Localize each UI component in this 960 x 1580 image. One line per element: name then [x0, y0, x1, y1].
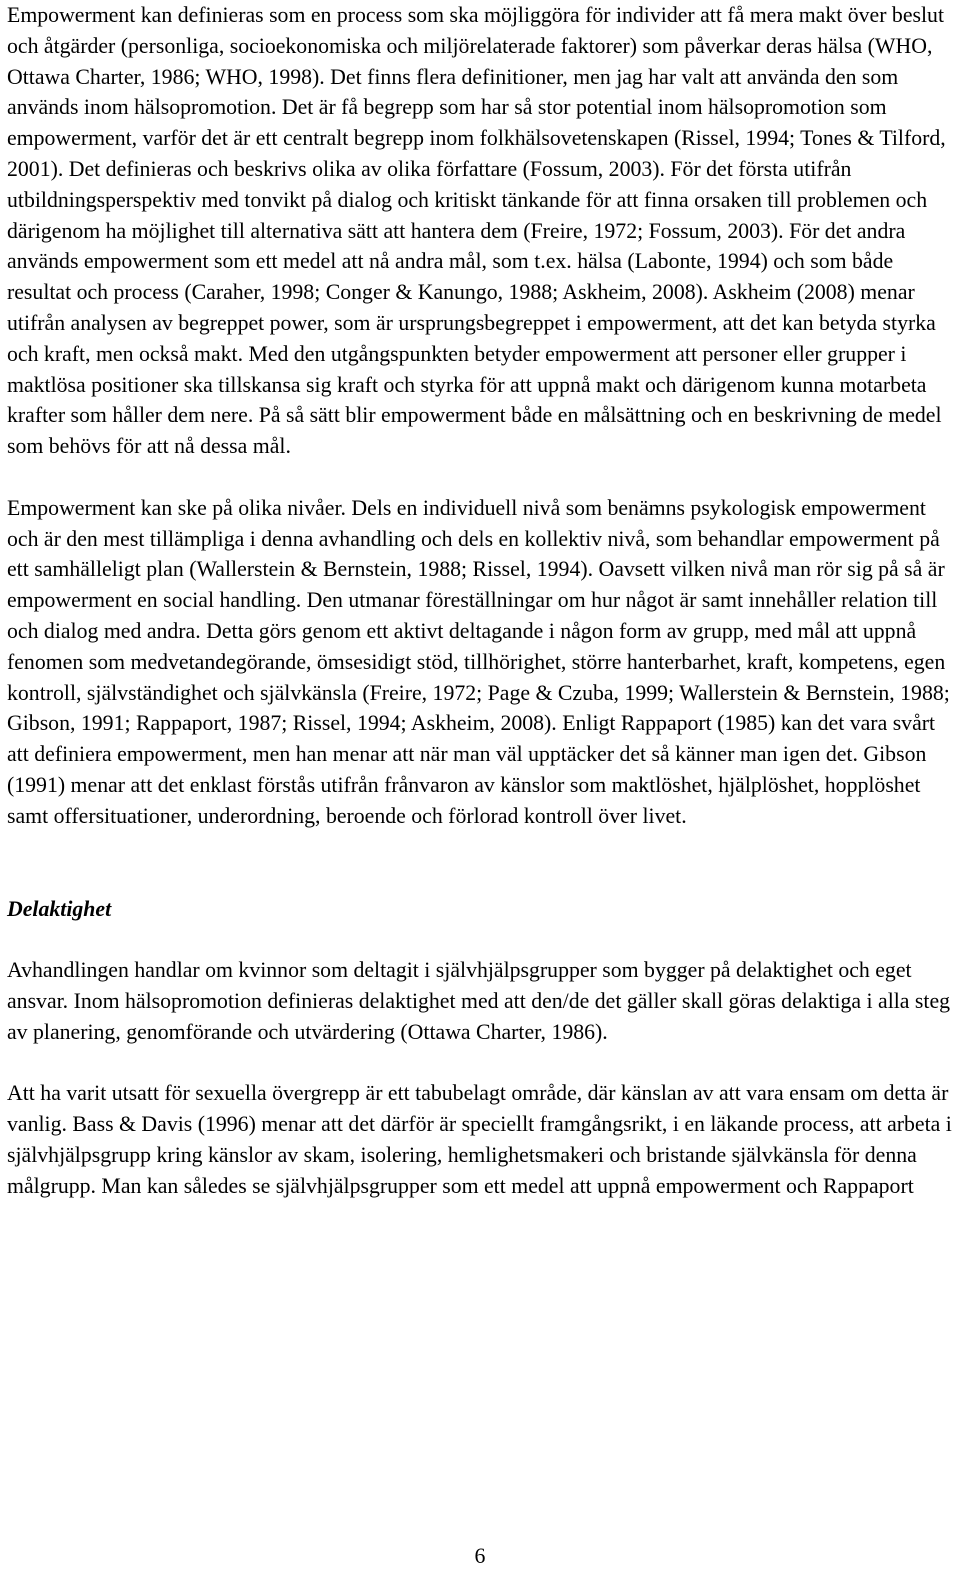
page-body	[7, 0, 953, 1201]
paragraph-sexual-abuse-selfhelp: Att ha varit utsatt för sexuella övergrepp är ett tabubelagt område, där känslan av att vara ensam om detta är vanlig. Bass & Davis (1996) menar att det därför är speciellt framgångsrikt, i en läkande process, att arbeta i självhjälpsgrupp kring känslor av skam, isolering, hemlighetsmakeri och bristande självkänsla för denna målgrupp. Man kan således se självhjälpsgrupper som ett medel att uppnå empowerment och Rappaport	[7, 1081, 952, 1198]
paragraph-empowerment-levels: Empowerment kan ske på olika nivåer. Dels en individuell nivå som benämns psykologisk empowerment och är den mest tillämpliga i denna avhandling och dels en kollektiv nivå, som behandlar empowerment på ett samhälleligt plan (Wallerstein & Bernstein, 1988; Rissel, 1994). Oavsett vilken nivå man rör sig på så är empowerment en social handling. Den utmanar föreställningar om hur något är samt innehåller relation till och dialog med andra. Detta görs genom ett aktivt deltagande i någon form av grupp, med mål att uppnå fenomen som medvetandegörande, ömsesidigt stöd, tillhörighet, större hanterbarhet, kraft, kompetens, egen kontroll, självständighet och självkänsla (Freire, 1972; Page & Czuba, 1999; Wallerstein & Bernstein, 1988; Gibson, 1991; Rappaport, 1987; Rissel, 1994; Askheim, 2008). Enligt Rappaport (1985) kan det vara svårt att definiera empowerment, men han menar att när man väl upptäcker det så känner man igen det. Gibson (1991) menar att det enklast förstås utifrån frånvaron av känslor som maktlöshet, hjälplöshet, hopplöshet samt offersituationer, underordning, beroende och förlorad kontroll över livet.	[7, 495, 950, 828]
page-number: 6	[474, 1544, 486, 1568]
section-heading-delaktighet: Delaktighet	[7, 896, 112, 921]
paragraph-empowerment-definition: Empowerment kan definieras som en process som ska möjliggöra för individer att få mera makt över beslut och åtgärder (personliga, socioekonomiska och miljörelaterade faktorer) som påverkar deras hälsa (WHO, Ottawa Charter, 1986; WHO, 1998). Det finns flera definitioner, men jag har valt att använda den som används inom hälsopromotion. Det är få begrepp som har så stor potential inom hälsopromotion som empowerment, varför det är ett centralt begrepp inom folkhälsovetenskapen (Rissel, 1994; Tones & Tilford, 2001). Det definieras och beskrivs olika av olika författare (Fossum, 2003). För det första utifrån utbildningsperspektiv med tonvikt på dialog och kritiskt tänkande för att finna orsaken till problemen och därigenom ha möjlighet till alternativa sätt att hantera dem (Freire, 1972; Fossum, 2003). För det andra används empowerment som ett medel att nå andra mål, som t.ex. hälsa (Labonte, 1994) och som både resultat och process (Caraher, 1998; Conger & Kanungo, 1988; Askheim, 2008). Askheim (2008) menar utifrån analysen av begreppet power, som är ursprungsbegreppet i empowerment, att det kan betyda styrka och kraft, men också makt. Med den utgångspunkten betyder empowerment att personer eller grupper i maktlösa positioner ska tillskansa sig kraft och styrka för att uppnå makt och därigenom kunna motarbeta krafter som håller dem nere. På så sätt blir empowerment både en målsättning och en beskrivning de medel som behövs för att nå dessa mål.	[7, 3, 946, 459]
paragraph-delaktighet: Avhandlingen handlar om kvinnor som deltagit i självhjälpsgrupper som bygger på delaktighet och eget ansvar. Inom hälsopromotion definieras delaktighet med att den/de det gäller skall göras delaktiga i alla steg av planering, genomförande och utvärdering (Ottawa Charter, 1986).	[7, 958, 951, 1044]
